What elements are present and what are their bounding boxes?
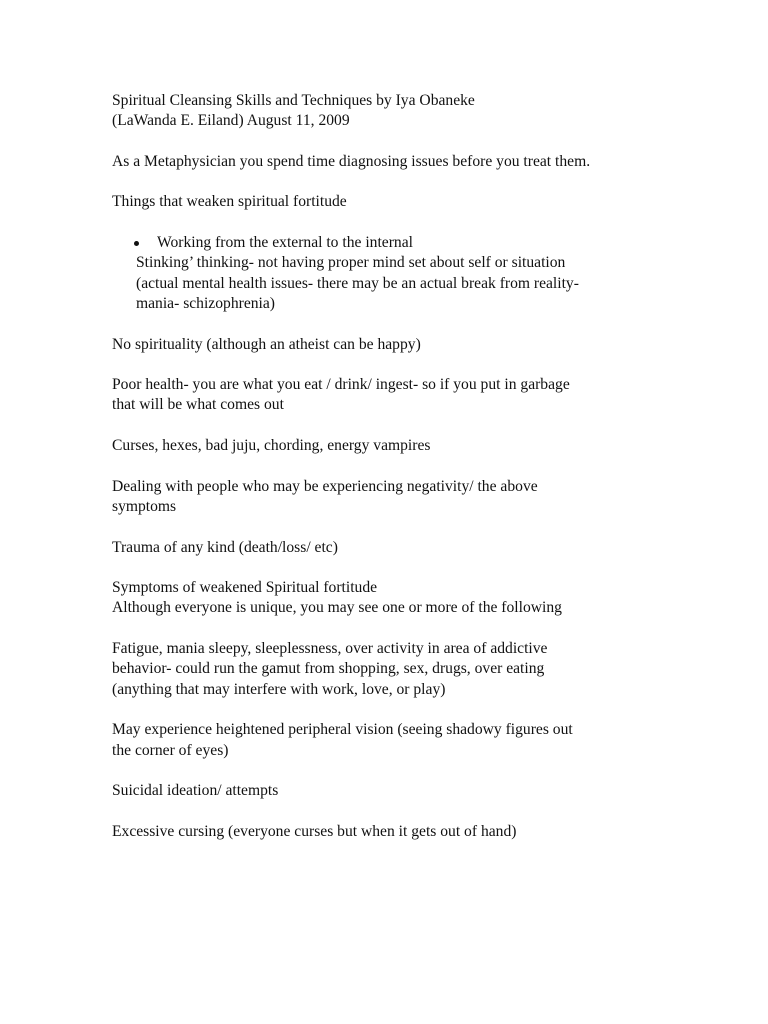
curses-paragraph bbox=[112, 436, 728, 456]
stinking-line-2: (actual mental health issues- there may be an actual break from reality- bbox=[136, 274, 579, 292]
symptoms-sub-line: Although everyone is unique, you may see one or more of the following bbox=[112, 599, 562, 617]
dealing-line-2: symptoms bbox=[112, 497, 177, 515]
trauma-paragraph bbox=[112, 538, 728, 558]
suicidal-paragraph bbox=[112, 781, 728, 801]
no-spirituality-paragraph bbox=[112, 335, 728, 355]
cursing-line: Excessive cursing (everyone curses but when it gets out of hand) bbox=[112, 822, 517, 840]
vision-line-1: May experience heightened peripheral vision (seeing shadowy figures out bbox=[112, 721, 573, 739]
poor-health-line-2: that will be what comes out bbox=[112, 396, 284, 414]
title-line-2: (LaWanda E. Eiland) August 11, 2009 bbox=[112, 112, 350, 130]
dealing-paragraph bbox=[112, 477, 728, 518]
bullet-list-item bbox=[112, 233, 728, 253]
bullet-item-text: Working from the external to the internal bbox=[157, 234, 413, 252]
fatigue-line-1: Fatigue, mania sleepy, sleeplessness, over activity in area of addictive bbox=[112, 640, 548, 658]
fatigue-paragraph bbox=[112, 639, 728, 700]
poor-health-paragraph bbox=[112, 375, 728, 416]
stinking-line-1: Stinking’ thinking- not having proper mind set about self or situation bbox=[136, 254, 566, 272]
no-spirituality-line: No spirituality (although an atheist can be happy) bbox=[112, 335, 421, 353]
bullet-icon bbox=[134, 241, 139, 246]
document-title bbox=[112, 91, 728, 132]
fatigue-line-2: behavior- could run the gamut from shopping, sex, drugs, over eating bbox=[112, 660, 545, 678]
curses-line: Curses, hexes, bad juju, chording, energy vampires bbox=[112, 437, 431, 455]
intro-line: As a Metaphysician you spend time diagnosing issues before you treat them. bbox=[112, 152, 591, 170]
vision-paragraph bbox=[112, 720, 728, 761]
dealing-line-1: Dealing with people who may be experiencing negativity/ the above bbox=[112, 477, 538, 495]
cursing-paragraph bbox=[112, 822, 728, 842]
vision-line-2: the corner of eyes) bbox=[112, 741, 229, 759]
trauma-line: Trauma of any kind (death/loss/ etc) bbox=[112, 538, 338, 556]
fatigue-line-3: (anything that may interfere with work, love, or play) bbox=[112, 680, 446, 698]
title-line-1: Spiritual Cleansing Skills and Techniques by Iya Obaneke bbox=[112, 92, 475, 109]
poor-health-line-1: Poor health- you are what you eat / drink/ ingest- so if you put in garbage bbox=[112, 376, 570, 394]
weaken-heading bbox=[112, 192, 728, 212]
symptoms-paragraph bbox=[112, 578, 728, 619]
intro-paragraph bbox=[112, 152, 728, 172]
stinking-thinking-paragraph bbox=[112, 253, 728, 314]
weaken-heading-line: Things that weaken spiritual fortitude bbox=[112, 193, 347, 211]
stinking-line-3: mania- schizophrenia) bbox=[136, 294, 275, 312]
suicidal-line: Suicidal ideation/ attempts bbox=[112, 782, 279, 800]
symptoms-heading-line: Symptoms of weakened Spiritual fortitude bbox=[112, 579, 378, 597]
